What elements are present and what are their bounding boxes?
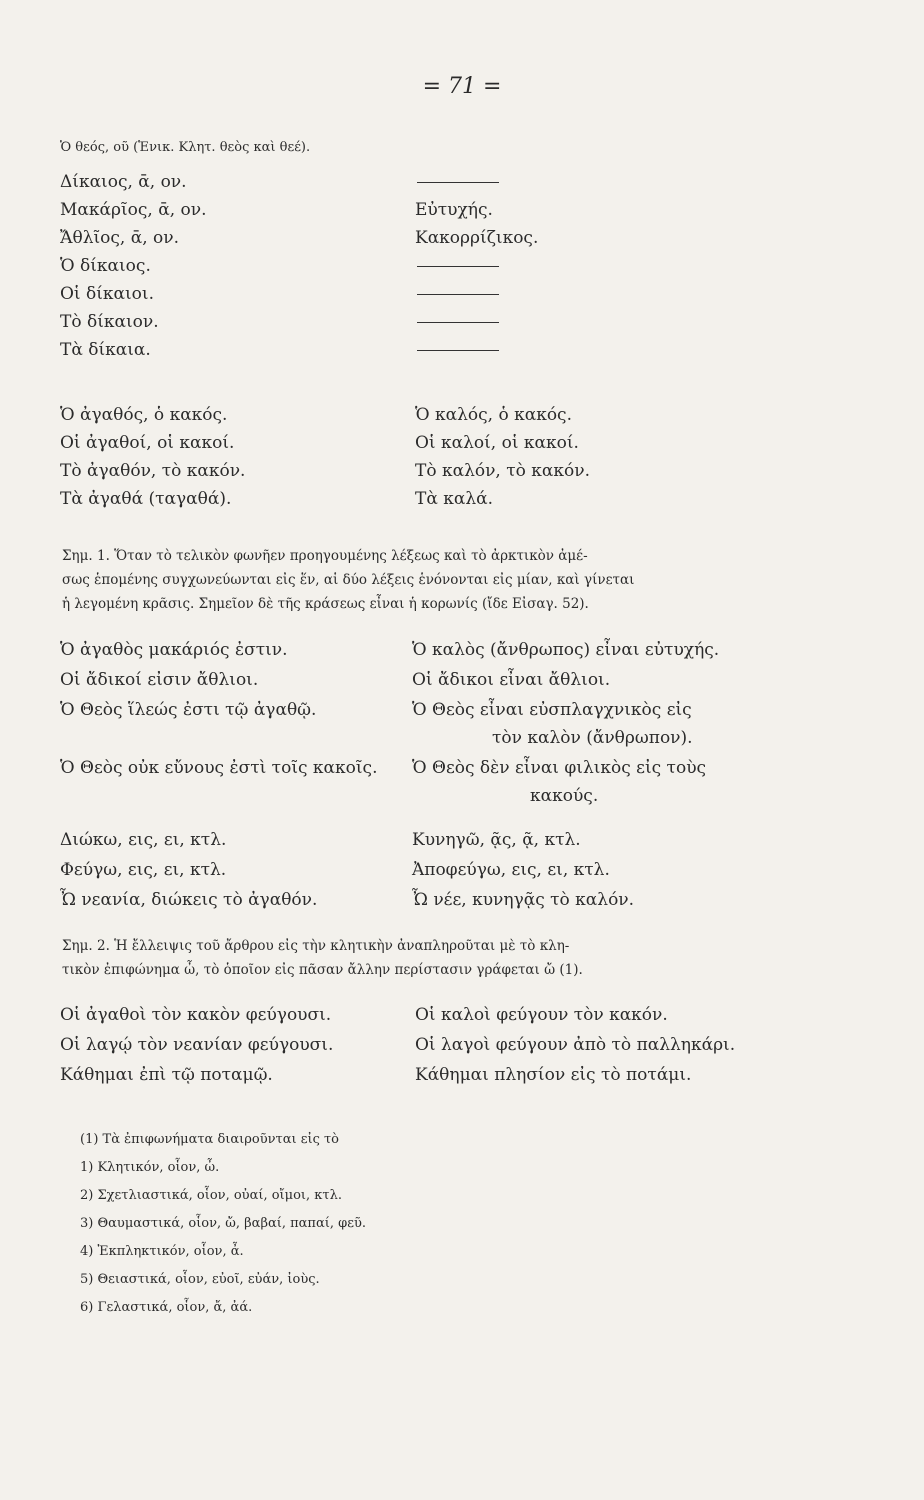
note2-line-0: Σημ. 2. Ἡ ἔλλειψις τοῦ ἄρθρου εἰς τὴν κλητικὴν ἀναπληροῦται μὲ τὸ κλη- — [62, 938, 570, 954]
art-left-1: Οἱ ἀγαθοί, οἱ κακοί. — [60, 433, 235, 453]
sent1-left-2: Ὁ Θεὸς ἵλεώς ἐστι τῷ ἀγαθῷ. — [60, 700, 317, 720]
adj-right-2: Κακορρίζικος. — [415, 228, 539, 248]
dash-divider — [417, 350, 499, 351]
verb-left-0: Διώκω, εις, ει, κτλ. — [60, 830, 227, 850]
footnote-4: 4) Ἐκπληκτικόν, οἷον, ἆ. — [80, 1244, 244, 1259]
sent2-right-1: Οἱ λαγοὶ φεύγουν ἀπὸ τὸ παλληκάρι. — [415, 1035, 736, 1055]
dash-divider — [417, 266, 499, 267]
footnote-3: 3) Θαυμαστικά, οἷον, ὤ, βαβαί, παπαί, φεῦ. — [80, 1216, 366, 1231]
verb-left-2: Ὦ νεανία, διώκεις τὸ ἀγαθόν. — [60, 890, 318, 910]
sent1-left-3: Ὁ Θεὸς οὐκ εὔνους ἐστὶ τοῖς κακοῖς. — [60, 758, 378, 778]
adj-left-6: Τὰ δίκαια. — [60, 340, 151, 360]
sent2-left-1: Οἱ λαγῴ τὸν νεανίαν φεύγουσι. — [60, 1035, 334, 1055]
note1-line-2: ἡ λεγομένη κρᾶσις. Σημεῖον δὲ τῆς κράσεως εἶναι ἡ κορωνίς (ἴδε Εἰσαγ. 52). — [62, 596, 589, 612]
note1-line-0: Σημ. 1. Ὅταν τὸ τελικὸν φωνῆεν προηγουμένης λέξεως καὶ τὸ ἀρκτικὸν ἀμέ- — [62, 548, 588, 564]
sent1-right-4: Ὁ Θεὸς δὲν εἶναι φιλικὸς εἰς τοὺς — [412, 758, 707, 778]
art-left-0: Ὁ ἀγαθός, ὁ κακός. — [60, 405, 228, 425]
verb-right-0: Κυνηγῶ, ᾷς, ᾷ, κτλ. — [412, 830, 581, 850]
art-left-3: Τὰ ἀγαθά (ταγαθά). — [60, 489, 232, 509]
sent1-left-0: Ὁ ἀγαθὸς μακάριός ἐστιν. — [60, 640, 288, 660]
sent2-right-2: Κάθημαι πλησίον εἰς τὸ ποτάμι. — [415, 1065, 692, 1085]
footnote-6: 6) Γελαστικά, οἷον, ἄ, ἀά. — [80, 1300, 253, 1315]
adj-left-4: Οἱ δίκαιοι. — [60, 284, 154, 304]
adj-left-2: Ἄθλῖος, ᾱ, ον. — [60, 228, 179, 248]
sent1-left-1: Οἱ ἄδικοί εἰσιν ἄθλιοι. — [60, 670, 259, 690]
art-right-1: Οἱ καλοί, οἱ κακοί. — [415, 433, 579, 453]
sent1-right-1: Οἱ ἄδικοι εἶναι ἄθλιοι. — [412, 670, 611, 690]
verb-right-1: Ἀποφεύγω, εις, ει, κτλ. — [412, 860, 610, 880]
verb-right-2: Ὦ νέε, κυνηγᾷς τὸ καλόν. — [412, 890, 635, 910]
art-left-2: Τὸ ἀγαθόν, τὸ κακόν. — [60, 461, 246, 481]
sent1-right-0: Ὁ καλὸς (ἄνθρωπος) εἶναι εὐτυχής. — [412, 640, 720, 660]
footnote-5: 5) Θειαστικά, οἷον, εὐοῖ, εὐάν, ἰοὺς. — [80, 1272, 320, 1287]
page-number: = 71 = — [422, 74, 502, 99]
sent2-left-2: Κάθημαι ἐπὶ τῷ ποταμῷ. — [60, 1065, 273, 1085]
art-right-0: Ὁ καλός, ὁ κακός. — [415, 405, 572, 425]
verb-left-1: Φεύγω, εις, ει, κτλ. — [60, 860, 227, 880]
dash-divider — [417, 294, 499, 295]
dash-divider — [417, 322, 499, 323]
footnote-2: 2) Σχετλιαστικά, οἷον, οὐαί, οἴμοι, κτλ. — [80, 1188, 342, 1203]
dash-divider — [417, 182, 499, 183]
intro-line: Ὁ θεός, οῦ (Ἑνικ. Κλητ. θεὸς καὶ θεέ). — [60, 140, 311, 155]
sent1-right-2: Ὁ Θεὸς εἶναι εὐσπλαγχνικὸς εἰς — [412, 700, 692, 720]
adj-left-5: Τὸ δίκαιον. — [60, 312, 159, 332]
sent1-right-3: τὸν καλὸν (ἄνθρωπον). — [492, 728, 693, 748]
adj-left-1: Μακάρῖος, ᾱ, ον. — [60, 200, 207, 220]
adj-right-1: Εὐτυχής. — [415, 200, 493, 220]
footnote-0: (1) Τὰ ἐπιφωνήματα διαιροῦνται εἰς τὸ — [80, 1132, 340, 1147]
art-right-2: Τὸ καλόν, τὸ κακόν. — [415, 461, 590, 481]
sent1-right-5: κακούς. — [530, 786, 599, 806]
adj-left-3: Ὁ δίκαιος. — [60, 256, 151, 276]
footnote-1: 1) Κλητικόν, οἷον, ὦ. — [80, 1160, 220, 1175]
note1-line-1: σως ἑπομένης συγχωνεύωνται εἰς ἕν, αἱ δύο λέξεις ἑνόνονται εἰς μίαν, καὶ γίνεται — [62, 572, 635, 588]
sent2-left-0: Οἱ ἀγαθοὶ τὸν κακὸν φεύγουσι. — [60, 1005, 332, 1025]
sent2-right-0: Οἱ καλοὶ φεύγουν τὸν κακόν. — [415, 1005, 668, 1025]
adj-left-0: Δίκαιος, ᾱ, ον. — [60, 172, 187, 192]
note2-line-1: τικὸν ἐπιφώνημα ὦ, τὸ ὁποῖον εἰς πᾶσαν ἄλλην περίστασιν γράφεται ὤ (1). — [62, 962, 583, 978]
art-right-3: Τὰ καλά. — [415, 489, 493, 509]
